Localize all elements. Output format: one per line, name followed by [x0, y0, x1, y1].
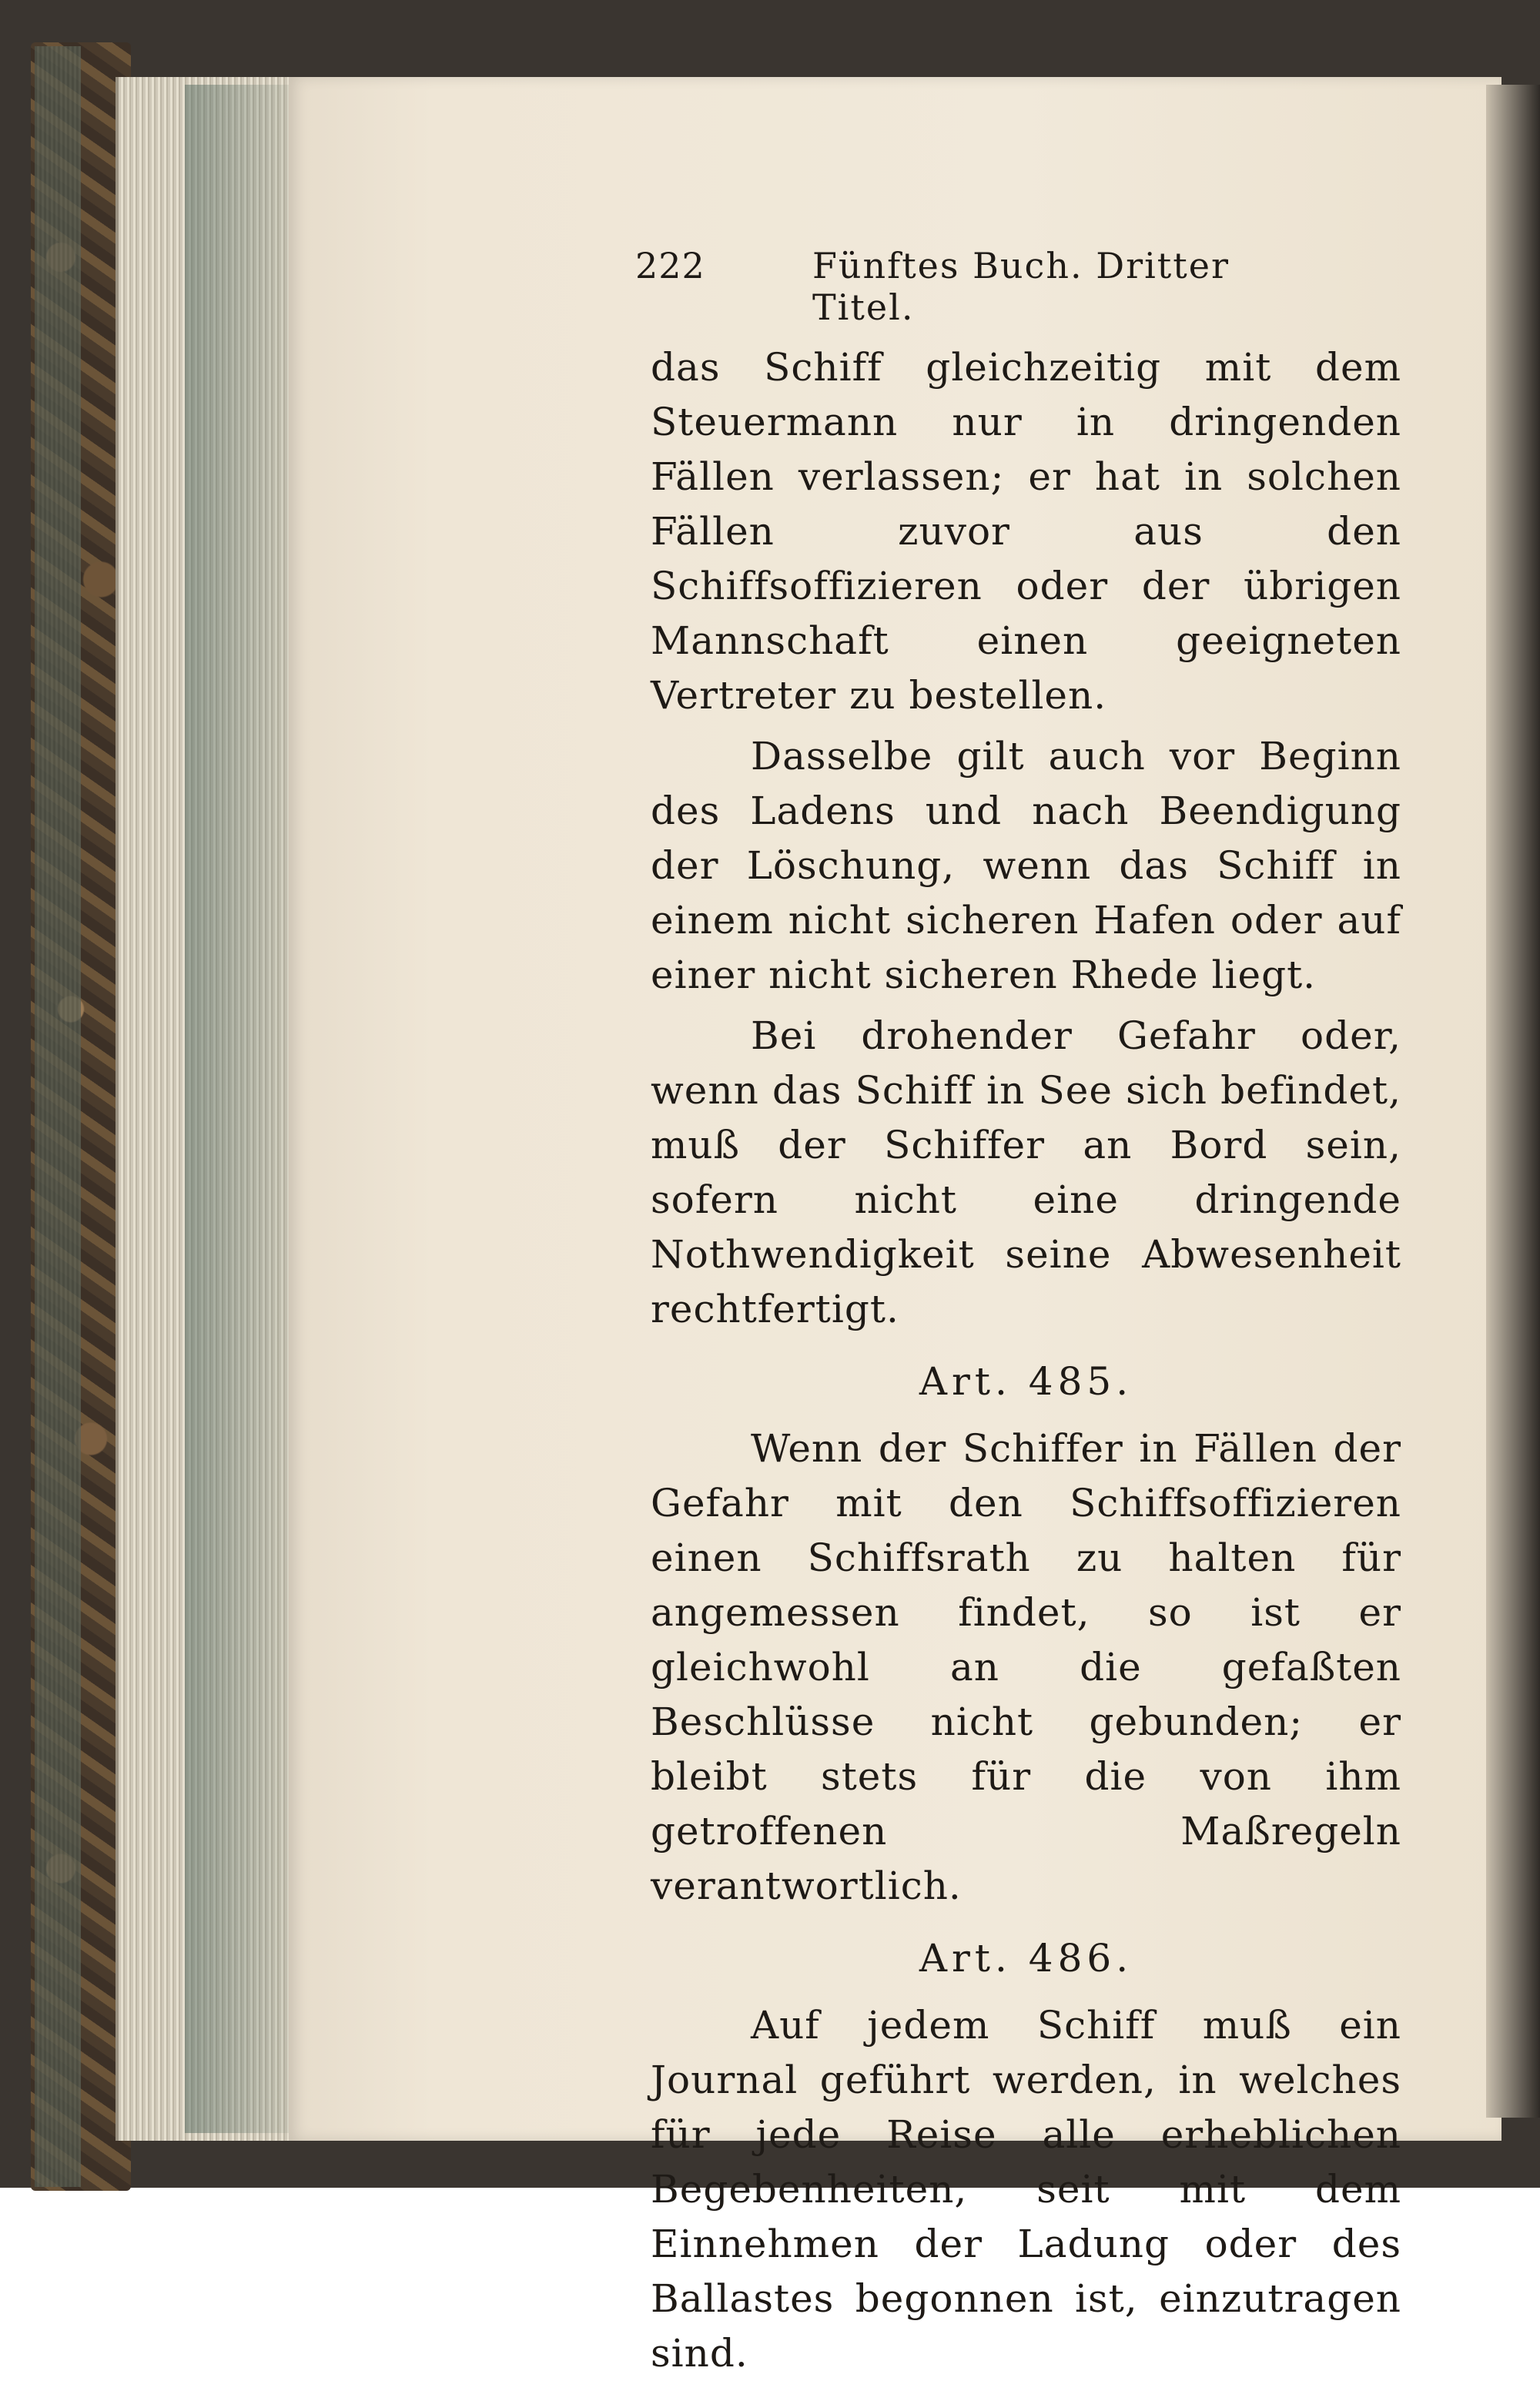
- running-header: [635, 245, 1255, 328]
- paragraph-4: Wenn der Schiffer in Fällen der Gefahr mit den Schiffsoffizieren einen Schiffsrath zu halten für angemessen findet, so ist er gleichwohl an die gefaßten Beschlüsse nicht gebunden; er bleibt stets für die von ihm getroffenen Maßregeln verantwortlich.: [651, 1426, 1401, 1908]
- page-edge-shade: [185, 85, 293, 2133]
- page-body: [651, 340, 1401, 2381]
- book-spine: [35, 46, 81, 2187]
- running-title: Fünftes Buch. Dritter Titel.: [812, 245, 1230, 328]
- article-heading-485: Art. 485.: [919, 1359, 1133, 1404]
- page-gutter-shadow: [1486, 85, 1540, 2118]
- page-number: 222: [635, 245, 705, 286]
- article-heading-486: Art. 486.: [919, 1936, 1133, 1981]
- paragraph-5: Auf jedem Schiff muß ein Journal geführt werden, in welches für jede Reise alle erheblichen Begebenheiten, seit mit dem Einnehmen der Ladung oder des Ballastes begonnen ist, einzutragen sind.: [651, 2003, 1401, 2376]
- paragraph-1: das Schiff gleichzeitig mit dem Steuermann nur in dringenden Fällen verlassen; er hat in solchen Fällen zuvor aus den Schiffsoffizieren oder der übrigen Mannschaft einen geeigneten Vertreter zu bestellen.: [651, 345, 1401, 718]
- paragraph-2: Dasselbe gilt auch vor Beginn des Ladens und nach Beendigung der Löschung, wenn das Schiff in einem nicht sicheren Hafen oder auf einer nicht sicheren Rhede liegt.: [651, 734, 1401, 997]
- paragraph-3: Bei drohender Gefahr oder, wenn das Schiff in See sich befindet, muß der Schiffer an Bord sein, sofern nicht eine dringende Nothwendigkeit seine Abwesenheit rechtfertigt.: [651, 1013, 1401, 1331]
